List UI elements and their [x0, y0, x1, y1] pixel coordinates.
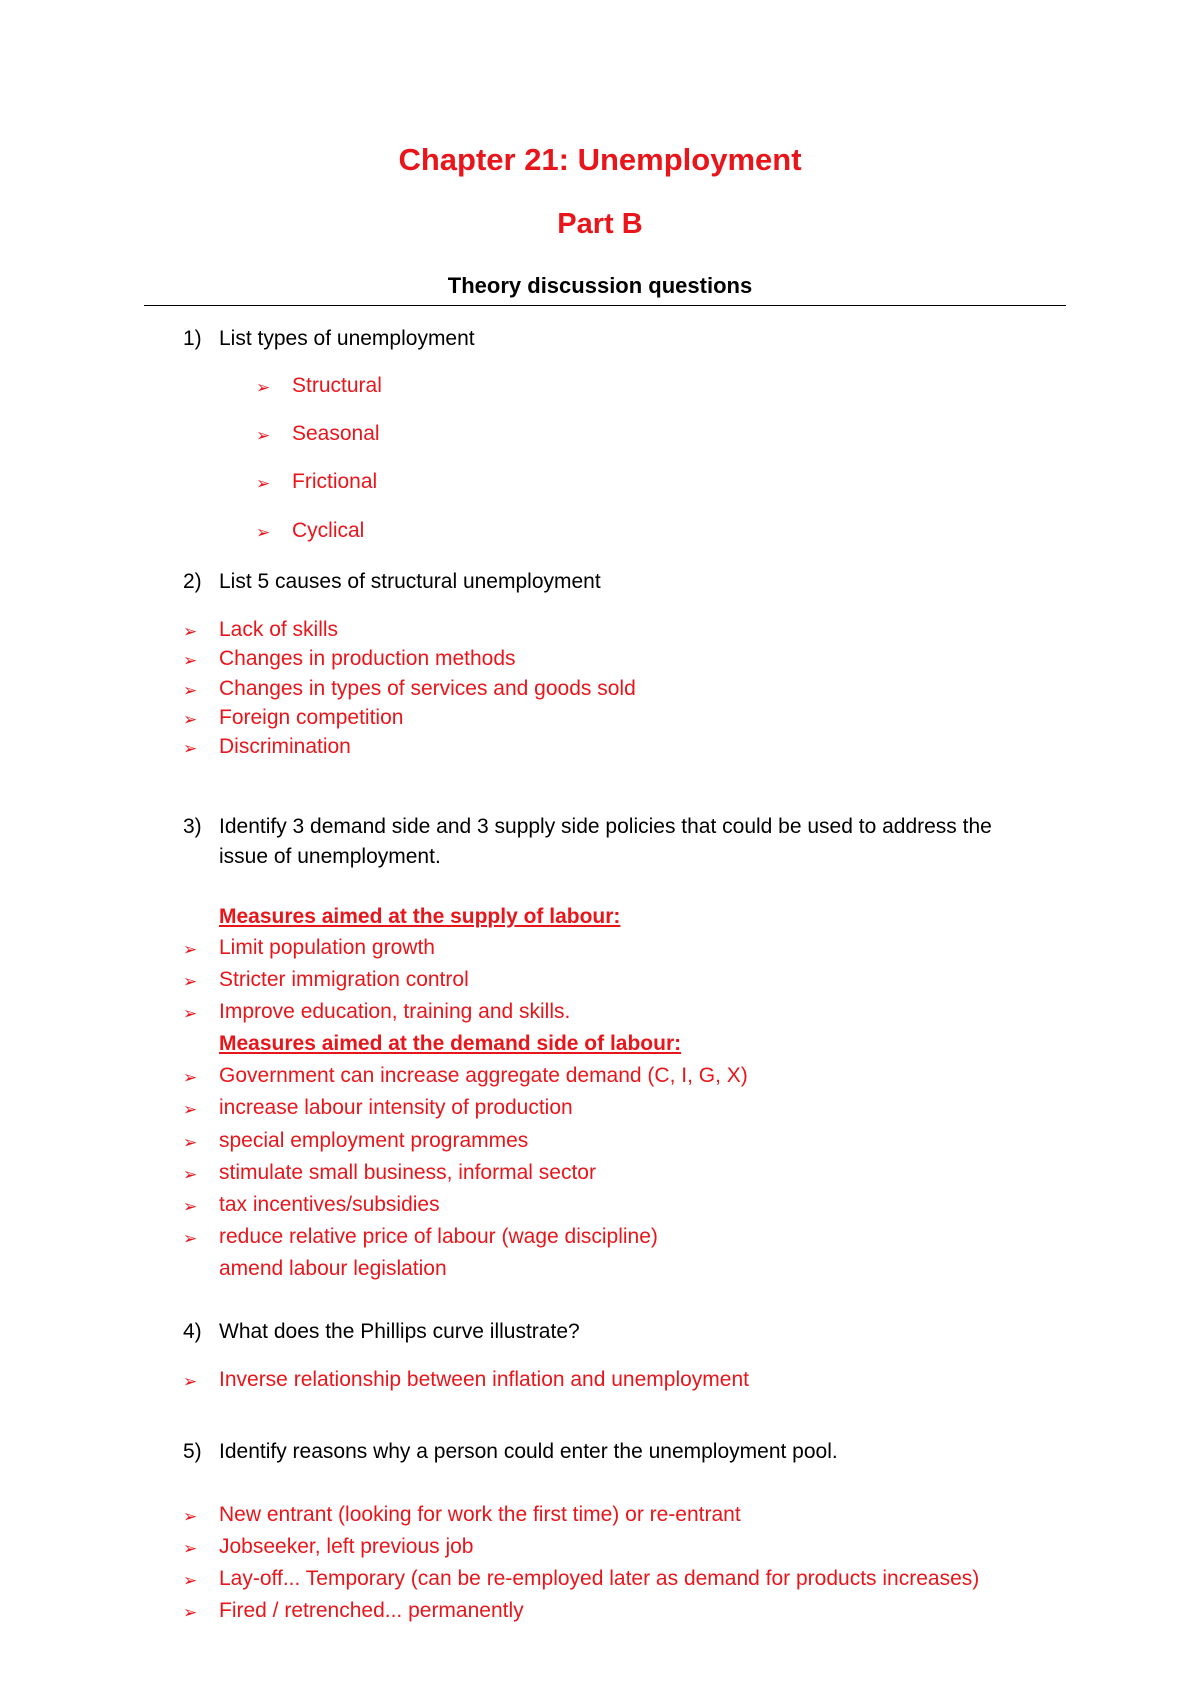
- answer-item: Limit population growth: [219, 936, 435, 959]
- page-title: Chapter 21: Unemployment: [398, 142, 802, 177]
- arrow-bullet-icon: ➢: [183, 681, 198, 700]
- arrow-bullet-icon: ➢: [256, 378, 271, 397]
- answer-item: Foreign competition: [219, 706, 404, 729]
- arrow-bullet-icon: ➢: [183, 1165, 198, 1184]
- arrow-bullet-icon: ➢: [183, 1068, 198, 1087]
- question-1-text: List types of unemployment: [219, 327, 475, 350]
- answer-item: Seasonal: [292, 422, 380, 445]
- arrow-bullet-icon: ➢: [183, 710, 198, 729]
- answer-item-continuation: amend labour legislation: [219, 1257, 447, 1280]
- arrow-bullet-icon: ➢: [183, 651, 198, 670]
- question-1-number: 1): [183, 327, 202, 350]
- arrow-bullet-icon: ➢: [183, 1507, 198, 1526]
- answer-item: Changes in types of services and goods sold: [219, 677, 636, 700]
- part-label: Part B: [557, 208, 643, 240]
- arrow-bullet-icon: ➢: [183, 1133, 198, 1152]
- answer-item: Changes in production methods: [219, 647, 516, 670]
- answer-item: special employment programmes: [219, 1129, 529, 1152]
- question-5-text: Identify reasons why a person could enter the unemployment pool.: [219, 1440, 838, 1463]
- arrow-bullet-icon: ➢: [183, 1197, 198, 1216]
- arrow-bullet-icon: ➢: [183, 1539, 198, 1558]
- arrow-bullet-icon: ➢: [183, 1571, 198, 1590]
- arrow-bullet-icon: ➢: [183, 739, 198, 758]
- answer-item: Frictional: [292, 470, 378, 493]
- arrow-bullet-icon: ➢: [183, 1372, 198, 1391]
- question-4-number: 4): [183, 1320, 202, 1343]
- arrow-bullet-icon: ➢: [183, 622, 198, 641]
- answer-item: Discrimination: [219, 735, 351, 758]
- answer-item: Lay-off... Temporary (can be re-employed later as demand for products increases): [219, 1567, 980, 1590]
- answer-item: Fired / retrenched... permanently: [219, 1599, 524, 1622]
- question-2-number: 2): [183, 570, 202, 593]
- answer-item: Cyclical: [292, 519, 365, 542]
- arrow-bullet-icon: ➢: [183, 1004, 198, 1023]
- answer-item: Stricter immigration control: [219, 968, 469, 991]
- section-subtitle: Theory discussion questions: [447, 273, 753, 298]
- arrow-bullet-icon: ➢: [183, 1100, 198, 1119]
- arrow-bullet-icon: ➢: [183, 1229, 198, 1248]
- answer-item: Jobseeker, left previous job: [219, 1535, 474, 1558]
- question-3-number: 3): [183, 815, 202, 838]
- answer-item: Government can increase aggregate demand (C, I, G, X): [219, 1064, 748, 1087]
- answer-item: Structural: [292, 374, 382, 397]
- arrow-bullet-icon: ➢: [183, 1603, 198, 1622]
- arrow-bullet-icon: ➢: [183, 940, 198, 959]
- answer-item: New entrant (looking for work the first time) or re-entrant: [219, 1503, 741, 1526]
- question-4-text: What does the Phillips curve illustrate?: [219, 1320, 580, 1343]
- arrow-bullet-icon: ➢: [256, 523, 271, 542]
- arrow-bullet-icon: ➢: [256, 474, 271, 493]
- answer-item: Improve education, training and skills.: [219, 1000, 571, 1023]
- question-3-text-line1: Identify 3 demand side and 3 supply side policies that could be used to address the: [219, 815, 992, 838]
- demand-measures-heading: Measures aimed at the demand side of labour:: [219, 1032, 682, 1055]
- question-3-text-line2: issue of unemployment.: [219, 845, 441, 868]
- horizontal-divider: [144, 305, 1066, 306]
- answer-item: tax incentives/subsidies: [219, 1193, 440, 1216]
- arrow-bullet-icon: ➢: [256, 426, 271, 445]
- arrow-bullet-icon: ➢: [183, 972, 198, 991]
- supply-measures-heading: Measures aimed at the supply of labour:: [219, 905, 621, 928]
- question-5-number: 5): [183, 1440, 202, 1463]
- answer-item: Inverse relationship between inflation and unemployment: [219, 1368, 749, 1391]
- answer-item: increase labour intensity of production: [219, 1096, 573, 1119]
- answer-item: reduce relative price of labour (wage discipline): [219, 1225, 658, 1248]
- answer-item: Lack of skills: [219, 618, 339, 641]
- answer-item: stimulate small business, informal sector: [219, 1161, 596, 1184]
- question-2-text: List 5 causes of structural unemployment: [219, 570, 601, 593]
